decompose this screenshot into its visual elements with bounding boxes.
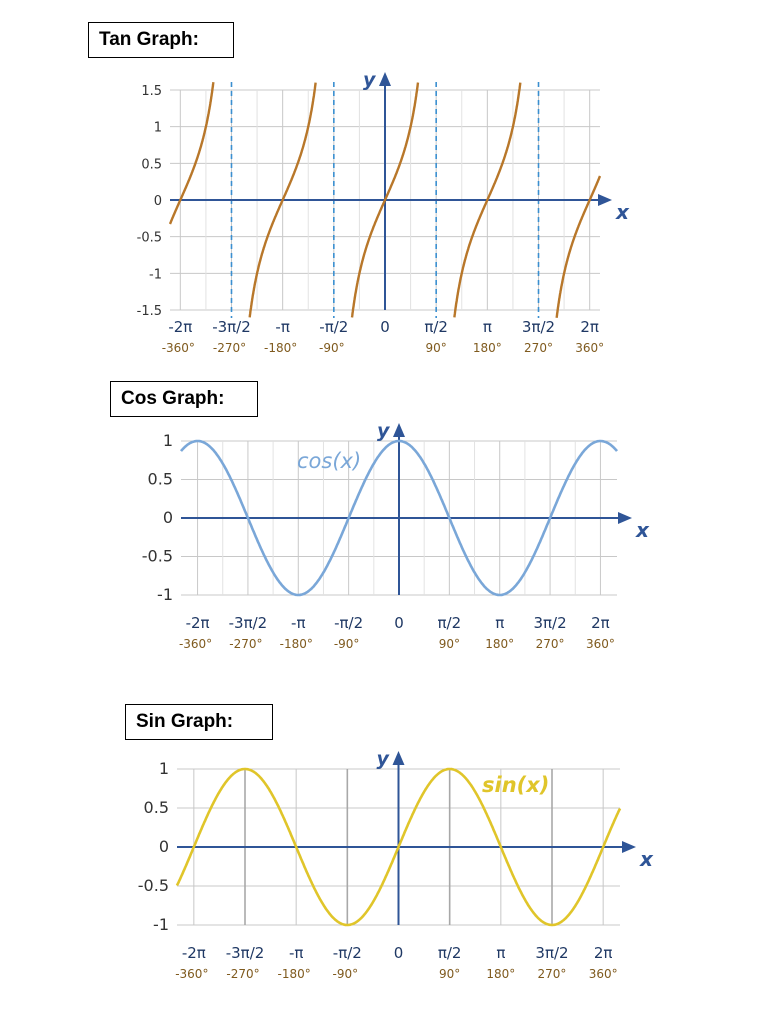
x-tick-label-radians: π/2 (437, 614, 462, 632)
x-tick-label-radians: -2π (185, 614, 210, 632)
x-tick-label-radians: π (482, 318, 492, 336)
y-tick-label: 0.5 (141, 157, 162, 173)
x-axis-label: x (616, 200, 629, 224)
x-tick-label-radians: 2π (580, 318, 599, 336)
x-tick-label-radians: π/2 (437, 944, 462, 962)
x-tick-label-radians: -π (291, 614, 306, 632)
cos-series-label: cos(x) (297, 449, 362, 473)
cos-graph-title: Cos Graph: (110, 381, 258, 417)
x-tick-label-degrees: 90° (425, 341, 447, 355)
y-tick-label: 0 (162, 508, 173, 527)
cos-chart (0, 400, 768, 670)
y-axis-arrow (379, 72, 391, 86)
x-tick-label-radians: -3π/2 (225, 944, 265, 962)
x-tick-label-degrees: -90° (332, 967, 359, 981)
y-tick-label: 1 (162, 431, 173, 450)
x-tick-label-degrees: -180° (277, 967, 311, 981)
x-tick-label-radians: 3π/2 (521, 318, 556, 336)
x-tick-label-degrees: -270° (212, 341, 247, 355)
sin-chart (0, 730, 768, 1000)
x-tick-label-degrees: -90° (333, 637, 360, 651)
x-tick-label-radians: -π/2 (334, 614, 364, 632)
x-tick-label-radians: 0 (393, 944, 404, 962)
x-tick-label-degrees: 90° (439, 967, 461, 981)
x-axis-label: x (636, 518, 649, 542)
x-tick-label-degrees: -180° (279, 637, 313, 651)
y-tick-label: -0.5 (136, 230, 162, 246)
x-tick-label-degrees: 360° (585, 637, 615, 651)
x-tick-label-degrees: -270° (226, 967, 260, 981)
sin-graph-title: Sin Graph: (125, 704, 273, 740)
x-axis-label: x (640, 847, 653, 871)
y-tick-label: 0 (153, 194, 162, 209)
x-tick-label-degrees: -180° (264, 341, 298, 355)
x-tick-label-radians: 3π/2 (533, 614, 567, 632)
y-tick-label: -1.5 (136, 304, 162, 319)
x-tick-label-degrees: -360° (175, 967, 209, 981)
x-tick-label-radians: -2π (168, 318, 193, 336)
x-axis-arrow (622, 841, 636, 853)
x-tick-label-radians: -π (288, 944, 304, 962)
x-tick-label-degrees: -90° (319, 341, 345, 355)
x-tick-label-radians: π (496, 944, 506, 962)
tan-curve-branch (170, 82, 213, 224)
x-tick-label-degrees: 180° (472, 341, 502, 355)
x-tick-label-degrees: -360° (178, 637, 213, 651)
x-tick-label-radians: π/2 (424, 318, 448, 336)
x-tick-label-degrees: 360° (575, 341, 605, 355)
y-axis-label: y (377, 420, 390, 442)
x-axis-arrow (618, 512, 632, 524)
y-axis-label: y (376, 748, 389, 770)
x-tick-label-degrees: -360° (161, 341, 195, 355)
x-tick-label-radians: 2π (593, 944, 613, 962)
x-tick-label-degrees: -270° (229, 637, 263, 651)
x-tick-label-radians: 0 (394, 614, 404, 632)
x-axis-arrow (598, 194, 612, 206)
x-tick-label-radians: 2π (591, 614, 610, 632)
tan-curve-branch (557, 176, 600, 318)
x-tick-label-degrees: 270° (535, 637, 565, 651)
y-tick-label: -1 (157, 585, 173, 604)
x-tick-label-degrees: 90° (438, 637, 460, 651)
y-tick-label: -0.5 (141, 546, 173, 566)
y-tick-label: -1 (149, 267, 162, 283)
x-tick-label-degrees: 360° (588, 967, 618, 981)
x-tick-label-radians: 3π/2 (535, 944, 569, 962)
y-tick-label: -1 (153, 915, 169, 934)
y-tick-label: -0.5 (137, 876, 169, 895)
x-tick-label-radians: -3π/2 (212, 318, 251, 336)
sin-series-label: sin(x) (482, 773, 550, 797)
y-tick-label: 0 (158, 837, 169, 856)
y-tick-label: 0.5 (147, 469, 173, 489)
x-tick-label-radians: -π/2 (319, 318, 349, 336)
y-axis-arrow (393, 751, 405, 765)
x-tick-label-radians: 0 (380, 318, 390, 336)
y-axis-arrow (393, 423, 405, 437)
x-tick-label-degrees: 270° (537, 967, 567, 981)
x-tick-label-degrees: 270° (524, 341, 553, 355)
x-tick-label-degrees: 180° (485, 637, 515, 651)
x-tick-label-radians: π (495, 614, 505, 632)
x-tick-label-radians: -π (275, 318, 290, 336)
y-tick-label: 1 (158, 759, 169, 778)
tan-graph-title: Tan Graph: (88, 22, 234, 58)
x-tick-label-radians: -3π/2 (228, 614, 268, 632)
x-tick-label-radians: -2π (181, 944, 206, 962)
tan-chart (0, 70, 768, 370)
x-tick-label-radians: -π/2 (332, 944, 362, 962)
y-tick-label: 1.5 (141, 84, 162, 99)
y-tick-label: 0.5 (143, 798, 169, 817)
x-tick-label-degrees: 180° (486, 967, 516, 981)
y-axis-label: y (363, 69, 376, 91)
y-tick-label: 1 (153, 120, 162, 136)
